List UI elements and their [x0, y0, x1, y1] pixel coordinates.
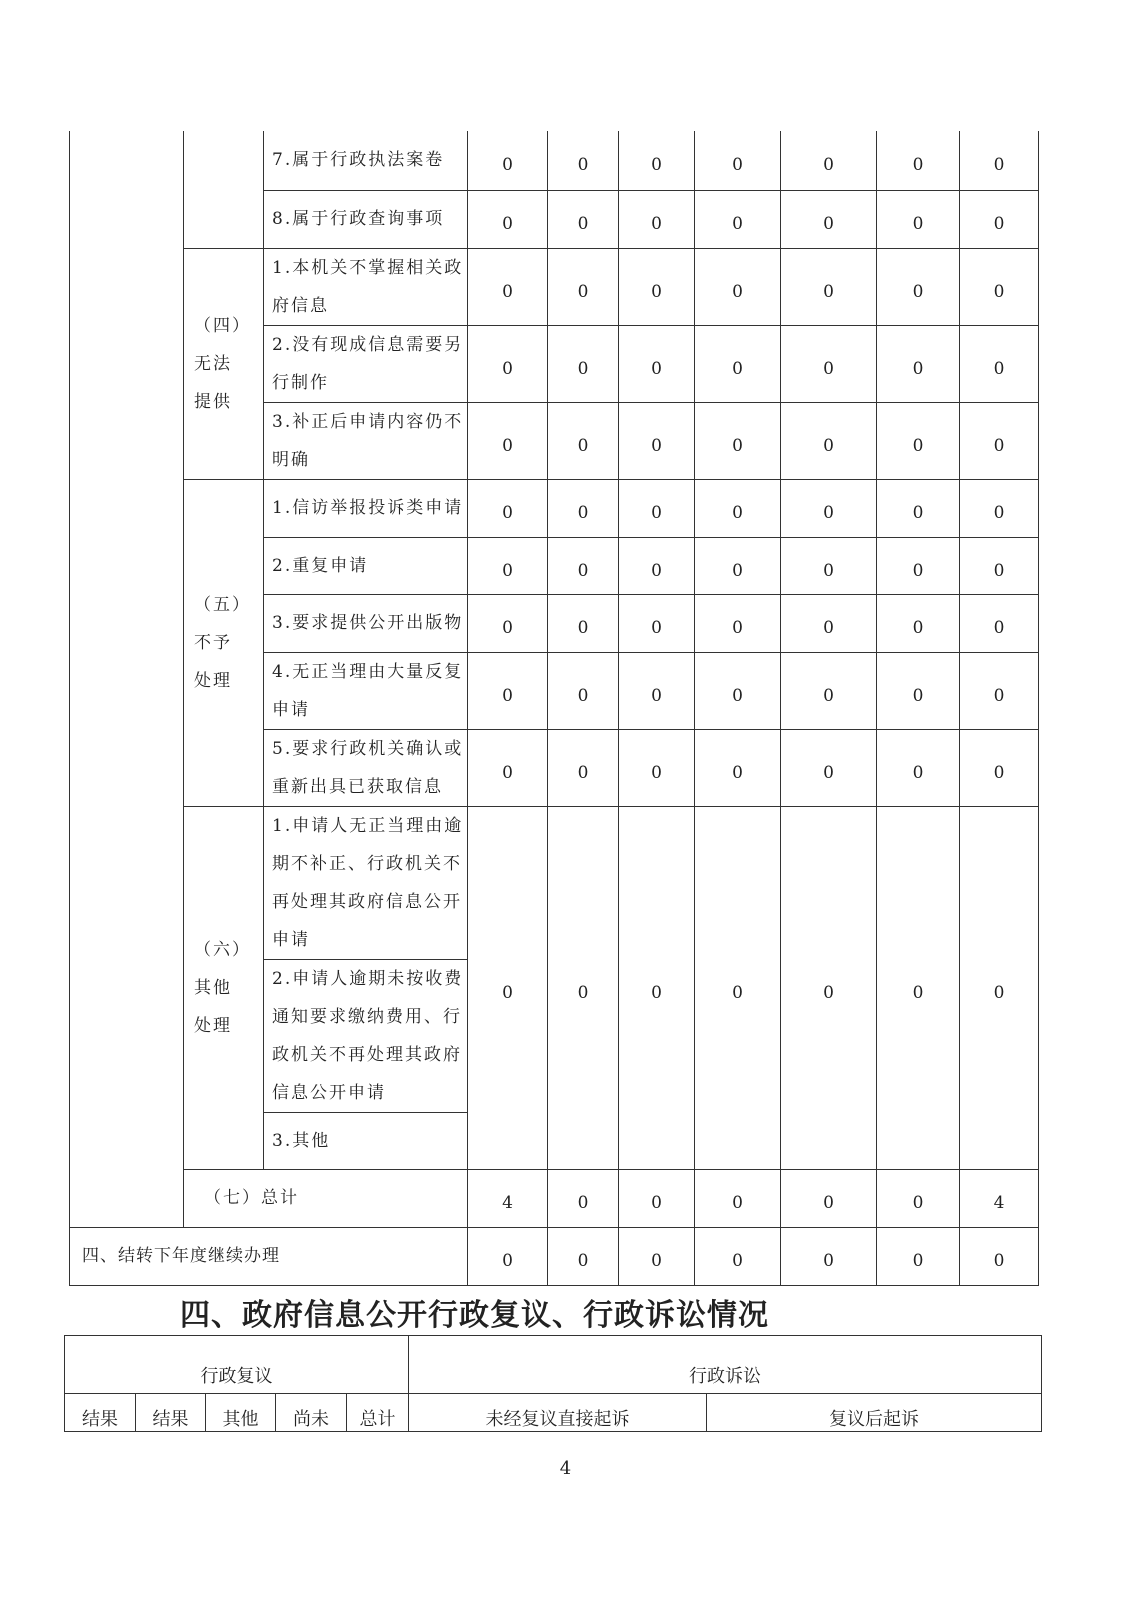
table-row [70, 479, 1039, 537]
group-label [184, 806, 264, 1169]
value-cell: 0 [695, 729, 781, 806]
value-cell: 0 [960, 479, 1039, 537]
value-cell: 0 [781, 479, 877, 537]
value-cell: 0 [960, 325, 1039, 402]
row-label: 2.没有现成信息需要另行制作 [264, 325, 468, 402]
value-cell: 0 [960, 806, 1039, 1169]
value-cell: 0 [695, 131, 781, 190]
value-cell: 0 [619, 806, 695, 1169]
value-cell: 0 [695, 190, 781, 248]
value-cell: 0 [960, 594, 1039, 652]
value-cell: 0 [781, 402, 877, 479]
value-cell: 0 [695, 248, 781, 325]
value-cell: 0 [548, 190, 619, 248]
row-label: 1.申请人无正当理由逾期不补正、行政机关不再处理其政府信息公开申请 [264, 806, 468, 959]
group-label-line: 处理 [194, 670, 232, 691]
value-cell: 0 [468, 652, 548, 729]
value-cell: 0 [468, 131, 548, 190]
value-cell: 0 [960, 190, 1039, 248]
row-label: 1.信访举报投诉类申请 [264, 479, 468, 537]
value-cell: 0 [877, 806, 960, 1169]
value-cell: 0 [695, 325, 781, 402]
value-cell: 0 [695, 652, 781, 729]
value-cell: 0 [781, 190, 877, 248]
value-cell: 0 [548, 402, 619, 479]
value-cell: 0 [619, 131, 695, 190]
row-label: 3.要求提供公开出版物 [264, 594, 468, 652]
review-col: 总计 [347, 1394, 409, 1432]
value-cell: 0 [695, 479, 781, 537]
row-label: 2.申请人逾期未按收费通知要求缴纳费用、行政机关不再处理其政府信息公开申请 [264, 959, 468, 1112]
value-cell: 0 [468, 594, 548, 652]
row-label: 4.无正当理由大量反复申请 [264, 652, 468, 729]
value-cell: 0 [781, 594, 877, 652]
page-number: 4 [559, 1458, 572, 1479]
section-title: 四、政府信息公开行政复议、行政诉讼情况 [180, 1298, 769, 1333]
group-label-line: 提供 [194, 391, 232, 412]
value-cell: 0 [695, 537, 781, 594]
row-label: 5.要求行政机关确认或重新出具已获取信息 [264, 729, 468, 806]
value-cell: 0 [548, 537, 619, 594]
value-cell: 0 [619, 402, 695, 479]
table-row [70, 131, 1039, 190]
value-cell: 0 [468, 806, 548, 1169]
category-cell [70, 131, 184, 1227]
total-row [70, 1169, 1039, 1227]
row-label: 3.其他 [264, 1112, 468, 1169]
litigation-col: 未经复议直接起诉 [409, 1394, 707, 1432]
litigation-col: 复议后起诉 [707, 1394, 1042, 1432]
value-cell: 0 [619, 325, 695, 402]
carryover-row [70, 1227, 1039, 1285]
value-cell: 0 [877, 537, 960, 594]
value-cell: 0 [548, 325, 619, 402]
review-col: 尚未 [276, 1394, 347, 1432]
value-cell: 4 [960, 1169, 1039, 1227]
group-label [184, 479, 264, 806]
row-label: 3.补正后申请内容仍不明确 [264, 402, 468, 479]
carryover-label: 四、结转下年度继续办理 [70, 1227, 468, 1285]
value-cell: 0 [619, 190, 695, 248]
value-cell: 0 [877, 594, 960, 652]
value-cell: 0 [781, 652, 877, 729]
value-cell: 0 [619, 248, 695, 325]
value-cell: 0 [877, 402, 960, 479]
group-label-line: 其他 [194, 977, 232, 998]
value-cell: 0 [468, 248, 548, 325]
value-cell: 0 [619, 594, 695, 652]
table-row [70, 248, 1039, 325]
value-cell: 0 [468, 1227, 548, 1285]
table-row [70, 806, 1039, 959]
value-cell: 0 [781, 1227, 877, 1285]
row-label: 1.本机关不掌握相关政府信息 [264, 248, 468, 325]
row-label: 7.属于行政执法案卷 [264, 131, 468, 190]
value-cell: 0 [960, 729, 1039, 806]
value-cell: 0 [468, 325, 548, 402]
value-cell: 0 [548, 729, 619, 806]
value-cell: 0 [619, 1227, 695, 1285]
value-cell: 0 [695, 1227, 781, 1285]
value-cell: 0 [960, 537, 1039, 594]
group-label-line: （五） [194, 594, 251, 615]
value-cell: 0 [877, 652, 960, 729]
value-cell: 0 [781, 729, 877, 806]
value-cell: 0 [781, 131, 877, 190]
review-col: 结果 [65, 1394, 136, 1432]
value-cell: 0 [781, 248, 877, 325]
value-cell: 0 [960, 652, 1039, 729]
value-cell: 0 [548, 1227, 619, 1285]
value-cell: 0 [619, 537, 695, 594]
value-cell: 0 [468, 729, 548, 806]
value-cell: 0 [781, 325, 877, 402]
group-label-line: （六） [194, 939, 251, 960]
value-cell: 0 [548, 131, 619, 190]
value-cell: 0 [695, 594, 781, 652]
group-label-line: 处理 [194, 1015, 232, 1036]
group-label-line: 无法 [194, 353, 232, 374]
value-cell: 0 [695, 806, 781, 1169]
value-cell: 0 [548, 806, 619, 1169]
value-cell: 0 [960, 248, 1039, 325]
value-cell: 0 [548, 248, 619, 325]
group-label-line: （四） [194, 315, 251, 336]
value-cell: 0 [960, 1227, 1039, 1285]
group-label [184, 248, 264, 479]
review-litigation-table [64, 1335, 1042, 1432]
value-cell: 0 [960, 402, 1039, 479]
row-label: 2.重复申请 [264, 537, 468, 594]
value-cell: 0 [619, 479, 695, 537]
value-cell: 0 [548, 652, 619, 729]
value-cell: 0 [877, 1227, 960, 1285]
value-cell: 0 [960, 131, 1039, 190]
review-header: 行政复议 [65, 1336, 409, 1394]
group-label [184, 131, 264, 248]
value-cell: 0 [619, 729, 695, 806]
group-label-line: 不予 [194, 632, 232, 653]
review-col: 结果 [136, 1394, 206, 1432]
value-cell: 0 [781, 806, 877, 1169]
row-label: 8.属于行政查询事项 [264, 190, 468, 248]
value-cell: 0 [548, 594, 619, 652]
value-cell: 0 [877, 190, 960, 248]
value-cell: 4 [468, 1169, 548, 1227]
value-cell: 0 [877, 1169, 960, 1227]
review-col: 其他 [206, 1394, 276, 1432]
value-cell: 0 [468, 190, 548, 248]
value-cell: 0 [548, 1169, 619, 1227]
value-cell: 0 [619, 1169, 695, 1227]
value-cell: 0 [877, 131, 960, 190]
value-cell: 0 [468, 402, 548, 479]
value-cell: 0 [877, 479, 960, 537]
total-label: （七）总计 [184, 1169, 468, 1227]
value-cell: 0 [877, 325, 960, 402]
value-cell: 0 [548, 479, 619, 537]
value-cell: 0 [877, 729, 960, 806]
disclosure-stats-table [69, 131, 1039, 1286]
value-cell: 0 [781, 1169, 877, 1227]
value-cell: 0 [877, 248, 960, 325]
value-cell: 0 [695, 402, 781, 479]
value-cell: 0 [619, 652, 695, 729]
value-cell: 0 [468, 537, 548, 594]
litigation-header: 行政诉讼 [409, 1336, 1042, 1394]
value-cell: 0 [468, 479, 548, 537]
value-cell: 0 [781, 537, 877, 594]
value-cell: 0 [695, 1169, 781, 1227]
